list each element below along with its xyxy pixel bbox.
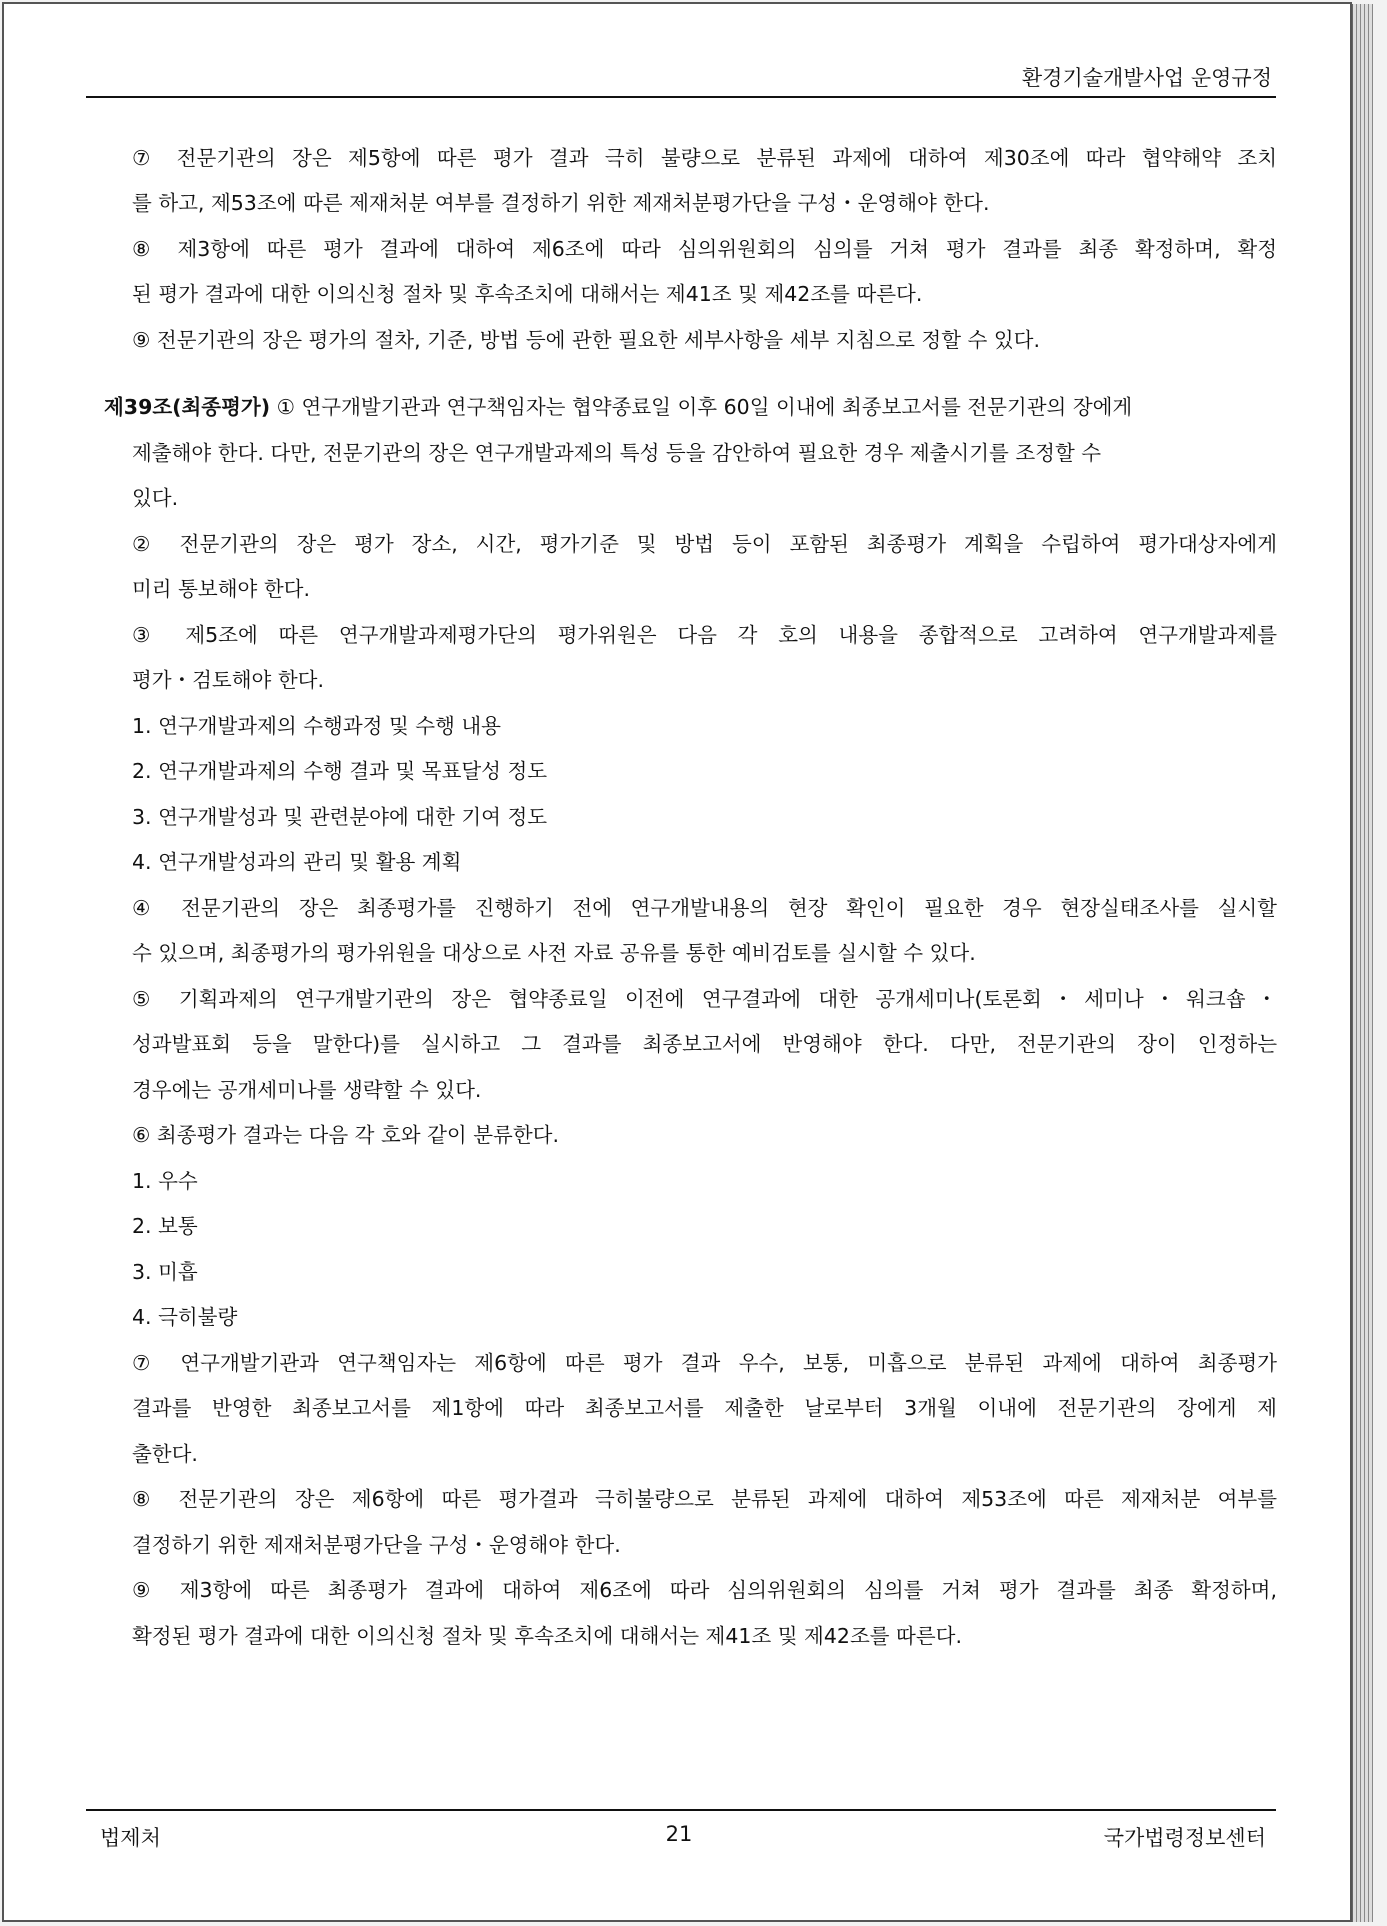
- paragraph-line: 확정된 평가 결과에 대한 이의신청 절차 및 후속조치에 대해서는 제41조 및 제42조를 따른다.: [132, 1624, 962, 1648]
- paragraph-line: ④ 전문기관의 장은 최종평가를 진행하기 전에 연구개발내용의 현장 확인이 필요한 경우 현장실태조사를 실시할: [132, 896, 1277, 920]
- paragraph-line: 결과를 반영한 최종보고서를 제1항에 따라 최종보고서를 제출한 날로부터 3개월 이내에 전문기관의 장에게 제: [132, 1396, 1277, 1420]
- paragraph-line: 를 하고, 제53조에 따른 제재처분 여부를 결정하기 위한 제재처분평가단을 구성・운영해야 한다.: [132, 191, 990, 215]
- paragraph-line: ⑨ 제3항에 따른 최종평가 결과에 대하여 제6조에 따라 심의위원회의 심의를 거쳐 평가 결과를 최종 확정하며,: [132, 1578, 1277, 1602]
- paragraph-line: 있다.: [132, 486, 179, 510]
- paragraph-line: ⑧ 전문기관의 장은 제6항에 따른 평가결과 극히불량으로 분류된 과제에 대하여 제53조에 따른 제재처분 여부를: [132, 1487, 1277, 1511]
- paragraph-line: 결정하기 위한 제재처분평가단을 구성・운영해야 한다.: [132, 1533, 621, 1557]
- list-item: 4. 연구개발성과의 관리 및 활용 계획: [132, 850, 462, 874]
- paragraph-line: ⑥ 최종평가 결과는 다음 각 호와 같이 분류한다.: [132, 1123, 559, 1147]
- document-page: [2, 2, 1352, 1922]
- paragraph-line: ③ 제5조에 따른 연구개발과제평가단의 평가위원은 다음 각 호의 내용을 종합적으로 고려하여 연구개발과제를: [132, 623, 1277, 647]
- list-item: 4. 극히불량: [132, 1305, 238, 1329]
- page-number: 21: [665, 1822, 693, 1846]
- paragraph-line: 출한다.: [132, 1442, 198, 1466]
- paragraph-line: 평가・검토해야 한다.: [132, 668, 324, 692]
- paragraph-line: ⑦ 연구개발기관과 연구책임자는 제6항에 따른 평가 결과 우수, 보통, 미흡으로 분류된 과제에 대하여 최종평가: [132, 1351, 1277, 1375]
- paragraph-line: ⑧ 제3항에 따른 평가 결과에 대하여 제6조에 따라 심의위원회의 심의를 거쳐 평가 결과를 최종 확정하며, 확정: [132, 237, 1277, 261]
- footer-publisher: 법제처: [100, 1826, 161, 1850]
- header-rule: [86, 96, 1276, 98]
- paragraph-line: ⑦ 전문기관의 장은 제5항에 따른 평가 결과 극히 불량으로 분류된 과제에 대하여 제30조에 따라 협약해약 조치: [132, 146, 1277, 170]
- paragraph-line: ② 전문기관의 장은 평가 장소, 시간, 평가기준 및 방법 등이 포함된 최종평가 계획을 수립하여 평가대상자에게: [132, 532, 1277, 556]
- article-heading: 제39조(최종평가): [104, 395, 271, 419]
- paragraph-line: 성과발표회 등을 말한다)를 실시하고 그 결과를 최종보고서에 반영해야 한다. 다만, 전문기관의 장이 인정하는: [132, 1032, 1277, 1056]
- list-item: 1. 우수: [132, 1169, 198, 1193]
- paragraph-line: 미리 통보해야 한다.: [132, 577, 310, 601]
- paragraph-line: ⑨ 전문기관의 장은 평가의 절차, 기준, 방법 등에 관한 필요한 세부사항을 세부 지침으로 정할 수 있다.: [132, 328, 1040, 352]
- list-item: 3. 연구개발성과 및 관련분야에 대한 기여 정도: [132, 805, 548, 829]
- article-39-first-line: [104, 392, 1132, 422]
- paragraph-line: 제출해야 한다. 다만, 전문기관의 장은 연구개발과제의 특성 등을 감안하여 필요한 경우 제출시기를 조정할 수: [132, 441, 1102, 465]
- article-first-text: ① 연구개발기관과 연구책임자는 협약종료일 이후 60일 이내에 최종보고서를 전문기관의 장에게: [270, 395, 1133, 419]
- list-item: 2. 보통: [132, 1214, 198, 1238]
- paragraph-line: 경우에는 공개세미나를 생략할 수 있다.: [132, 1078, 482, 1102]
- paragraph-line: 된 평가 결과에 대한 이의신청 절차 및 후속조치에 대해서는 제41조 및 제42조를 따른다.: [132, 282, 923, 306]
- footer-source: 국가법령정보센터: [1103, 1826, 1266, 1850]
- footer-rule: [86, 1809, 1276, 1811]
- paragraph-line: 수 있으며, 최종평가의 평가위원을 대상으로 사전 자료 공유를 통한 예비검토를 실시할 수 있다.: [132, 941, 976, 965]
- paragraph-line: ⑤ 기획과제의 연구개발기관의 장은 협약종료일 이전에 연구결과에 대한 공개세미나(토론회・세미나・워크숍・: [132, 987, 1277, 1011]
- list-item: 2. 연구개발과제의 수행 결과 및 목표달성 정도: [132, 759, 548, 783]
- list-item: 3. 미흡: [132, 1260, 198, 1284]
- page-stack-edge: [1352, 4, 1373, 1922]
- header-title: 환경기술개발사업 운영규정: [1021, 66, 1272, 90]
- list-item: 1. 연구개발과제의 수행과정 및 수행 내용: [132, 714, 501, 738]
